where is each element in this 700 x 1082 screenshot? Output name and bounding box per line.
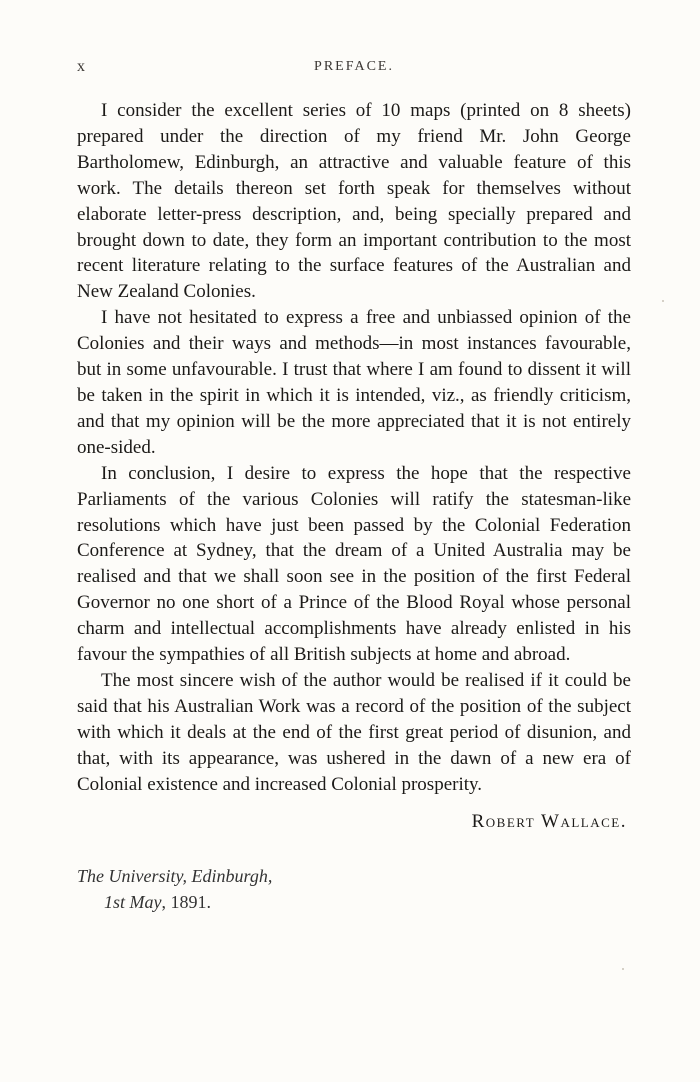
date-line [104, 889, 631, 915]
page-header [77, 58, 631, 82]
date-year: , 1891. [161, 892, 211, 913]
paper-speck [622, 968, 624, 970]
date-day: 1st May [104, 892, 162, 913]
page-number: x [77, 58, 85, 75]
paragraph-opinion: I have not hesitated to express a free and unbiassed opinion of the Colonies and their ways and methods—in most instances favourable, but in some unfavourable. I trust that where I am found to dissent it will be taken in the spirit in which it is intended, viz., as friendly criticism, and that my opinion will be the more appreciated that it is not entirely one-sided. [77, 307, 631, 458]
running-title: PREFACE. [314, 59, 394, 74]
paper-speck [662, 300, 664, 302]
paragraph-maps: I consider the excellent series of 10 maps (printed on 8 sheets) prepared under the direction of my friend Mr. John George Bartholomew, Edinburgh, an attractive and valuable feature of this work. The details thereon set forth speak for themselves without elaborate letter-press description, and, being specially prepared and brought down to date, they form an important contribution to the most recent literature relating to the surface features of the Australian and New Zealand Colonies. [77, 100, 631, 303]
author-signature: Robert Wallace. [471, 811, 627, 833]
place-line: The University, Edinburgh, [77, 866, 273, 887]
paragraph-conclusion: In conclusion, I desire to express the hope that the respective Parliaments of the various Colonies will ratify the statesman-like resolutions which have just been passed by the Colonial Federation Conference at Sydney, that the dream of a United Australia may be realised and that we shall soon see in the position of the first Federal Governor no one short of a Prince of the Blood Royal whose personal charm and intellectual accomplishments have already enlisted in his favour the sympathies of all British subjects at home and abroad. [77, 462, 631, 666]
preface-body [77, 98, 631, 797]
paragraph-wish: The most sincere wish of the author would be realised if it could be said that his Australian Work was a record of the position of the subject with which it deals at the end of the first great period of disunion, and that, with its appearance, was ushered in the dawn of a new era of Colonial existence and increased Colonial prosperity. [77, 669, 631, 795]
book-page [77, 58, 631, 915]
